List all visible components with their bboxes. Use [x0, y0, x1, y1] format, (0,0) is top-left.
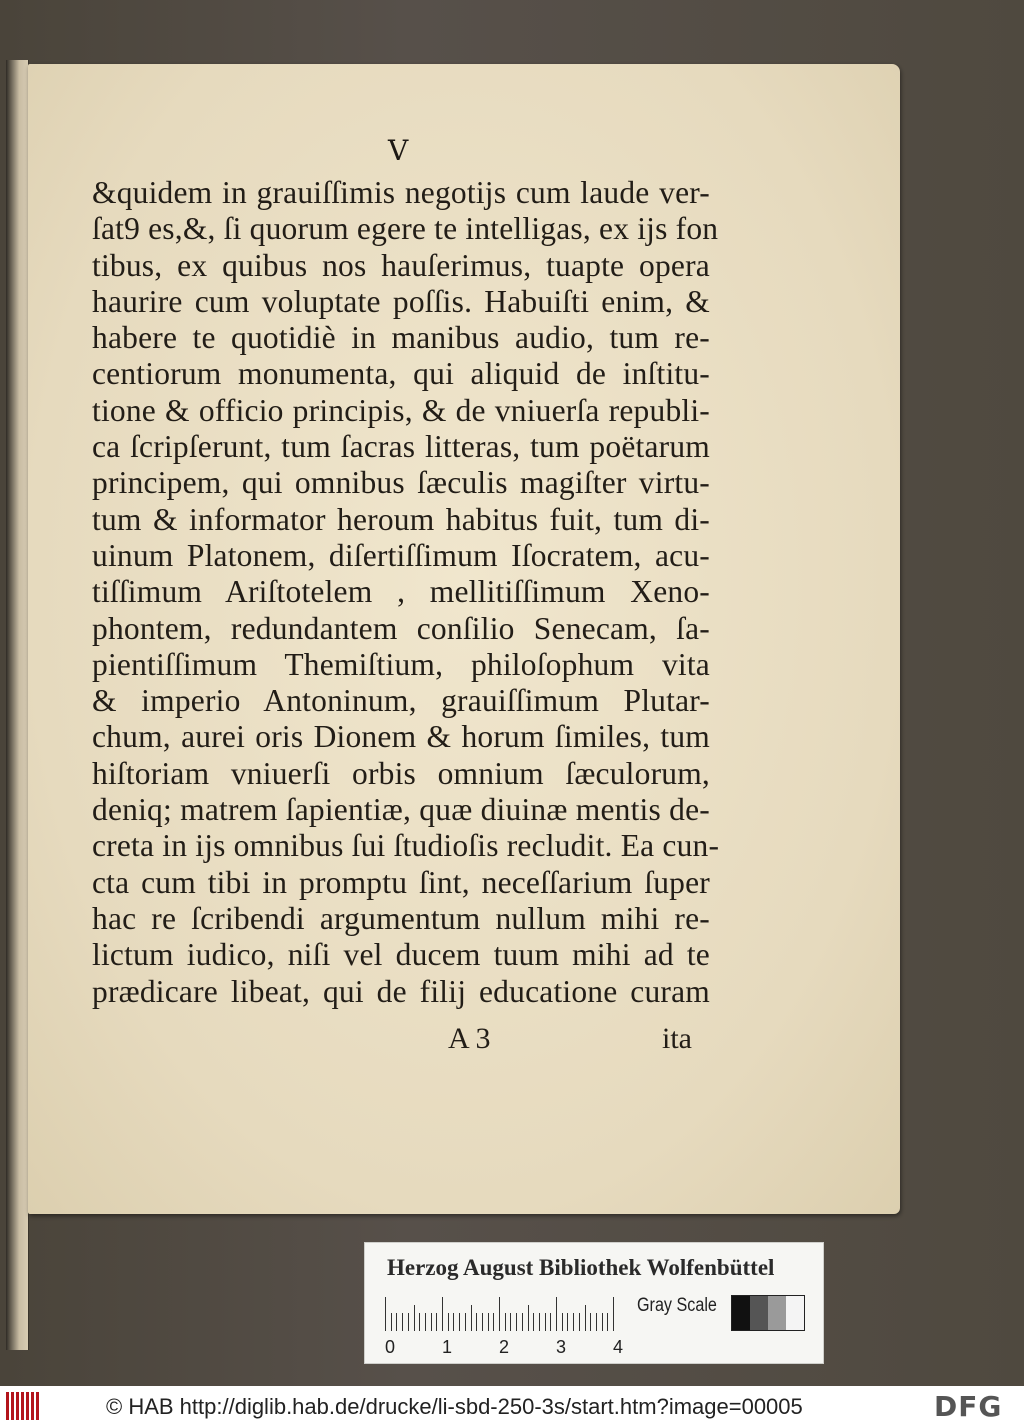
text-line: ca ſcripſerunt, tum ſacras litteras, tum poëtarum: [92, 429, 710, 465]
text-line: tiſſimum Ariſtotelem , mellitiſſimum Xeno-: [92, 574, 710, 610]
ruler-tick: [579, 1313, 580, 1331]
ruler-tick: [459, 1313, 460, 1331]
page-signature-mark: V: [388, 134, 409, 167]
text-line: cta cum tibi in promptu ſint, neceſſarium ſuper: [92, 864, 710, 900]
ruler-tick: [396, 1313, 397, 1331]
ruler-tick: [573, 1313, 574, 1331]
footer-bar: [0, 1386, 1024, 1426]
ruler-tick: [391, 1313, 392, 1331]
logo-bar: [26, 1392, 29, 1420]
text-line: ſat9 es,&, ſi quorum egere te intelligas, ex ijs fon: [92, 211, 719, 247]
ruler-number: 0: [385, 1337, 396, 1357]
signature-footer: A 3: [448, 1022, 491, 1055]
ruler-tick: [488, 1313, 489, 1331]
ruler-tick: [402, 1313, 403, 1331]
logo-bar: [6, 1392, 9, 1420]
text-line: chum, aurei oris Dionem & horum ſimiles, tum: [92, 719, 710, 755]
text-line: tibus, ex quibus nos hauſerimus, tuapte opera: [92, 247, 710, 283]
ruler-number: 2: [499, 1337, 510, 1357]
text-line: haurire cum voluptate poſſis. Habuiſti enim, &: [92, 283, 710, 319]
ruler-tick: [516, 1313, 517, 1331]
ruler-tick: [448, 1313, 449, 1331]
text-line: &quidem in grauiſſimis negotijs cum laude ver-: [92, 175, 710, 210]
ruler-tick: [550, 1313, 551, 1331]
ruler-tick: [590, 1313, 591, 1331]
ruler-tick: [471, 1305, 472, 1331]
dfg-logo: DFG: [934, 1390, 1003, 1423]
text-line: habere te quotidiè in manibus audio, tum re-: [92, 320, 710, 356]
gray-swatch: [750, 1296, 768, 1330]
text-line: & imperio Antoninum, grauiſſimum Plutar-: [92, 683, 710, 719]
ruler-scale: [385, 1295, 625, 1331]
text-line: centiorum monumenta, qui aliquid de inſtitu-: [92, 356, 710, 392]
footer-copyright-url: © HAB http://diglib.hab.de/drucke/li-sbd-250-3s/start.htm?image=00005: [106, 1394, 803, 1419]
ruler-number: 1: [442, 1337, 453, 1357]
library-title: Herzog August Bibliothek Wolfenbüttel: [387, 1255, 775, 1280]
ruler-tick: [522, 1313, 523, 1331]
ruler-tick: [556, 1297, 557, 1331]
ruler-tick: [539, 1313, 540, 1331]
ruler-tick: [465, 1313, 466, 1331]
ruler-number: 4: [613, 1337, 624, 1357]
text-line: pientiſſimum Themiſtium, philoſophum vita: [92, 646, 710, 682]
ruler-tick: [385, 1297, 386, 1331]
ruler-tick: [499, 1297, 500, 1331]
gray-swatch: [786, 1296, 804, 1330]
hab-logo-icon: [6, 1392, 42, 1420]
text-line: hiſtoriam vniuerſi orbis omnium ſæculorum,: [92, 755, 710, 791]
gray-swatch: [732, 1296, 750, 1330]
ruler-tick: [567, 1313, 568, 1331]
previous-page-edge: [6, 60, 29, 1350]
catchword: ita: [662, 1022, 692, 1055]
text-line: uinum Platonem, diſertiſſimum Iſocratem, acu-: [92, 537, 710, 573]
ruler-tick: [596, 1313, 597, 1331]
ruler-tick: [505, 1313, 506, 1331]
ruler-tick: [528, 1305, 529, 1331]
gray-swatch: [768, 1296, 786, 1330]
text-line: tione & officio principis, & de vniuerſa republi-: [92, 392, 710, 428]
ruler-tick: [476, 1313, 477, 1331]
text-line: principem, qui omnibus ſæculis magiſter virtu-: [92, 465, 710, 501]
text-line: tum & informator heroum habitus fuit, tum di-: [92, 501, 710, 537]
text-line: lictum iudico, niſi vel ducem tuum mihi ad te: [92, 937, 710, 973]
logo-bar: [16, 1392, 19, 1420]
ruler-tick: [453, 1313, 454, 1331]
text-line: phontem, redundantem conſilio Senecam, ſa-: [92, 610, 710, 646]
text-line: deniq; matrem ſapientiæ, quæ diuinæ mentis de-: [92, 792, 710, 828]
ruler-tick: [602, 1313, 603, 1331]
gray-scale-swatch: [731, 1295, 805, 1331]
logo-bar: [21, 1392, 24, 1420]
ruler-tick: [419, 1313, 420, 1331]
ruler-tick: [510, 1313, 511, 1331]
ruler-tick: [431, 1313, 432, 1331]
ruler-tick: [607, 1313, 608, 1331]
ruler-number: 3: [556, 1337, 567, 1357]
ruler-tick: [533, 1313, 534, 1331]
ruler-tick: [425, 1313, 426, 1331]
logo-bar: [36, 1392, 39, 1420]
ruler-tick: [436, 1313, 437, 1331]
library-color-target: [364, 1242, 824, 1364]
ruler-tick: [613, 1297, 614, 1331]
text-line: creta in ijs omnibus ſui ſtudioſis recludit. Ea cun-: [92, 828, 720, 864]
text-line: prædicare libeat, qui de filij educatione curam: [92, 973, 710, 1009]
ruler-tick: [562, 1313, 563, 1331]
logo-bar: [31, 1392, 34, 1420]
text-line: hac re ſcribendi argumentum nullum mihi re-: [92, 900, 710, 936]
ruler-tick: [408, 1313, 409, 1331]
ruler-tick: [585, 1305, 586, 1331]
ruler-tick: [442, 1297, 443, 1331]
gray-scale-label: Gray Scale: [637, 1295, 717, 1316]
ruler-tick: [493, 1313, 494, 1331]
logo-bar: [11, 1392, 14, 1420]
page-text-block: [92, 175, 720, 1010]
ruler-tick: [482, 1313, 483, 1331]
ruler-tick: [414, 1305, 415, 1331]
ruler-tick: [545, 1313, 546, 1331]
